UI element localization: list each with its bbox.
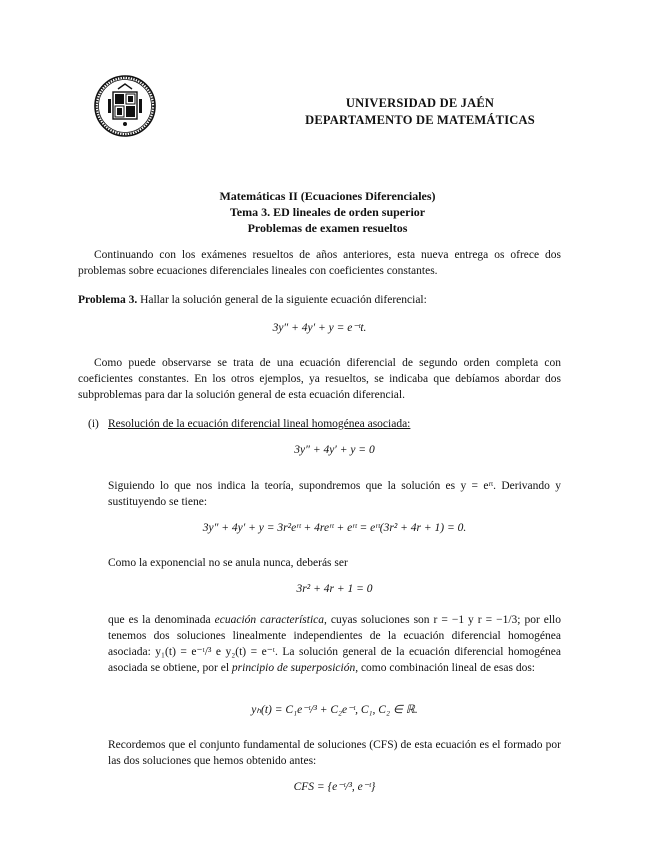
substituted-equation: 3y″ + 4y′ + y = 3r²eʳᵗ + 4reʳᵗ + eʳᵗ = eʳᵗ(3r² + 4r + 1) = 0. bbox=[202, 522, 467, 534]
analysis-paragraph: Como puede observarse se trata de una ecuación diferencial de segundo orden completa con coeficientes constantes. En los otros ejemplos, ya resueltos, se indicaba que debíamos abordar dos subproblemas para dar la solución general de esta ecuación diferencial. bbox=[78, 357, 561, 401]
characteristic-term: ecuación característica bbox=[214, 614, 325, 626]
university-name: UNIVERSIDAD DE JAÉN bbox=[345, 96, 495, 110]
problem-text: Hallar la solución general de la siguiente ecuación diferencial: bbox=[140, 294, 427, 306]
intro-paragraph: Continuando con los exámenes resueltos de años anteriores, esta nueva entrega os ofrece dos problemas sobre ecuaciones diferenciales lineales con coeficientes constantes. bbox=[78, 249, 561, 277]
subtitle: Problemas de examen resueltos bbox=[247, 221, 408, 235]
topic-title: Tema 3. ED lineales de orden superior bbox=[229, 205, 426, 219]
exponential-paragraph: Como la exponencial no se anula nunca, deberás ser bbox=[108, 557, 348, 569]
institution-header bbox=[270, 95, 570, 129]
document-title bbox=[100, 188, 555, 236]
problem-label: Problema 3. bbox=[78, 294, 138, 306]
cfs-paragraph: Recordemos que el conjunto fundamental de soluciones (CFS) de esta ecuación es el formado por las dos soluciones que hemos obtenido antes: bbox=[108, 739, 561, 767]
assumption-paragraph: Siguiendo lo que nos indica la teoría, supondremos que la solución es y = eʳᵗ. Derivando y sustituyendo se tiene: bbox=[108, 480, 561, 508]
superposition-term: principio de superposición bbox=[231, 662, 356, 674]
course-title: Matemáticas II (Ecuaciones Diferenciales) bbox=[219, 189, 436, 203]
solutions-text-1: que es la denominada bbox=[108, 614, 215, 626]
section-i-heading: Resolución de la ecuación diferencial lineal homogénea asociada: bbox=[108, 418, 411, 430]
problem-statement bbox=[78, 292, 561, 308]
solutions-paragraph bbox=[108, 612, 561, 676]
department-name: DEPARTAMENTO DE MATEMÁTICAS bbox=[305, 113, 535, 127]
characteristic-equation: 3r² + 4r + 1 = 0 bbox=[296, 583, 373, 595]
solutions-text-3: , como combinación lineal de esas dos: bbox=[355, 662, 536, 674]
homogeneous-equation: 3y″ + 4y′ + y = 0 bbox=[294, 444, 375, 456]
university-seal-logo bbox=[94, 75, 156, 137]
cfs-equation: CFS = {e⁻ᵗ/³, e⁻ᵗ} bbox=[293, 781, 376, 793]
problem-equation: 3y″ + 4y′ + y = e⁻ᵗt. bbox=[272, 322, 367, 334]
solutions-text-2: , cuyas soluciones son r = −1 y r = −1/3; por ello tenemos dos soluciones linealmente independientes de la ecuación diferencial homogénea asociada: y₁(t) = e⁻ᵗ/³ e y₂(t) = e⁻ᵗ. La solución general de la ecuación diferencial homogénea asociada se obtiene, por el bbox=[108, 614, 561, 674]
general-solution-equation: yₕ(t) = C₁e⁻ᵗ/³ + C₂e⁻ᵗ, C₁, C₂ ∈ ℝ. bbox=[251, 704, 418, 716]
section-i-label: (i) bbox=[88, 418, 99, 430]
